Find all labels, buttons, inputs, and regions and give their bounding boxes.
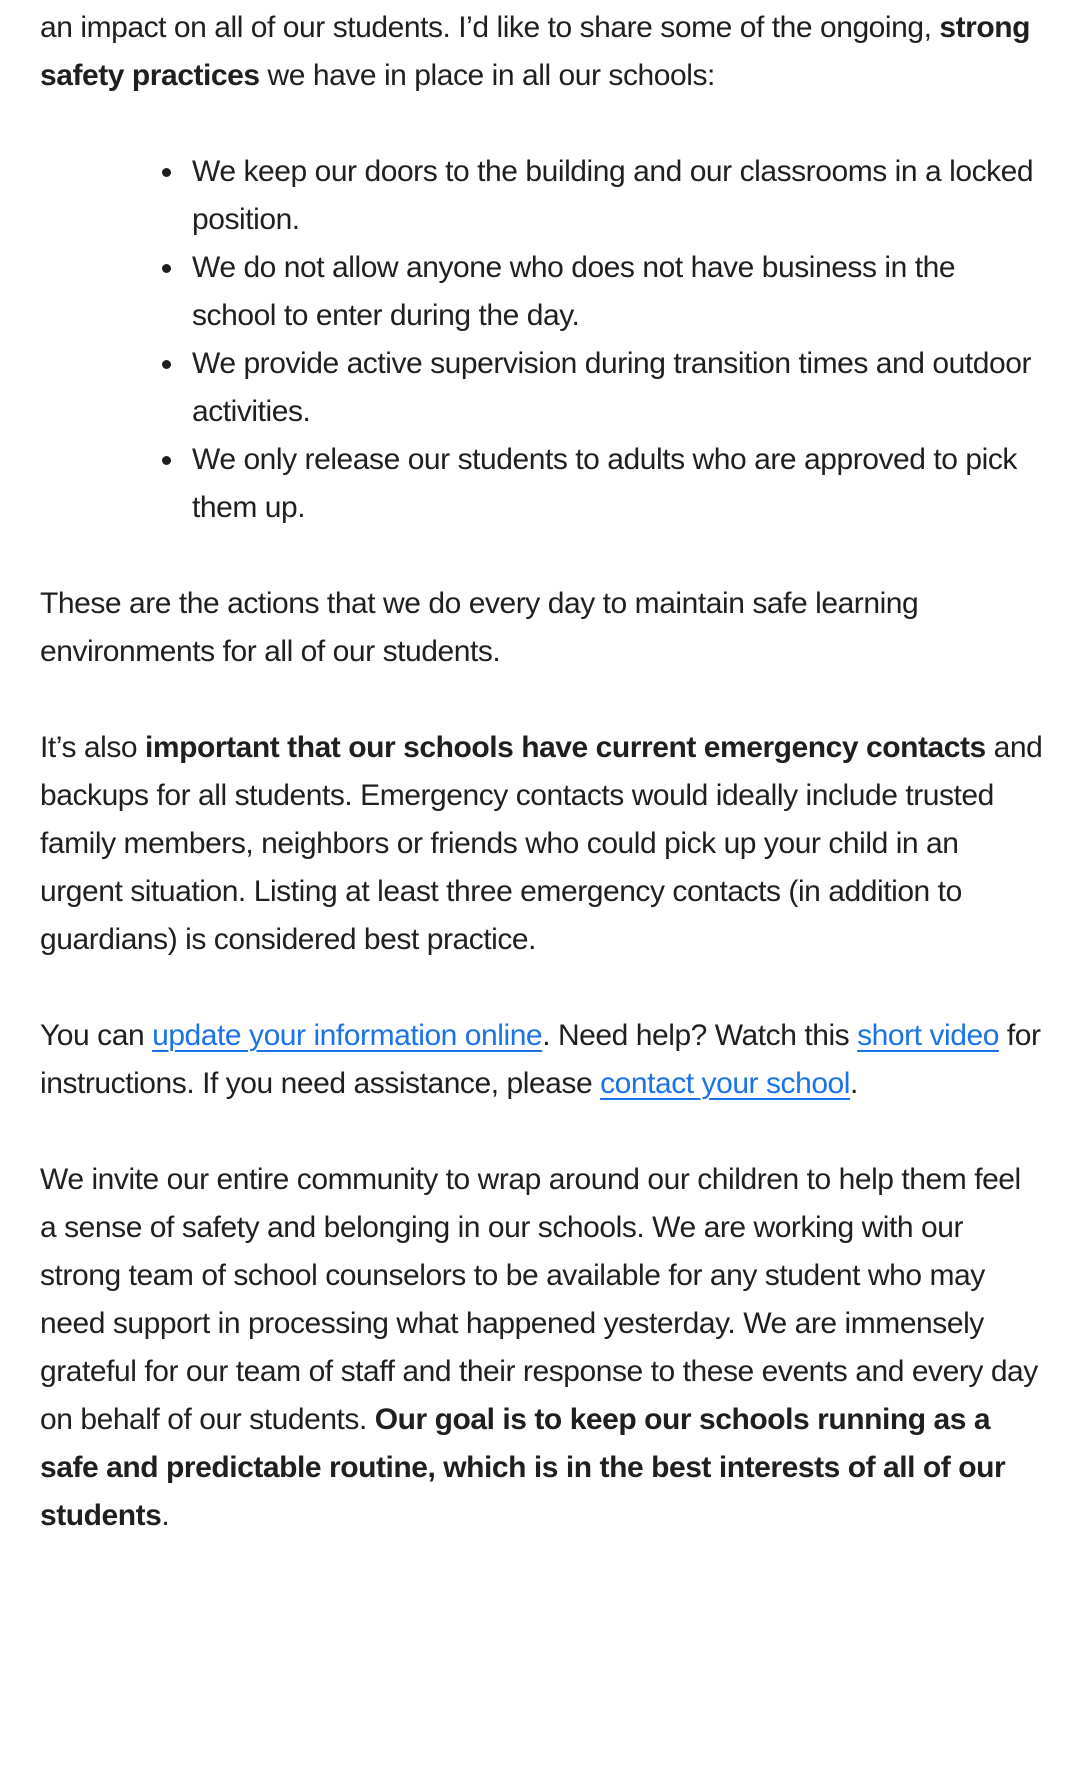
body-text: We invite our entire community to wrap around our children to help them feel a sense of safety and belonging in our schools. We are working with our strong team of school counselors to be available for any student who may need support in processing what happened yesterday. We are immensely grateful for our team of staff and their response to these events and every day on behalf of our students. bbox=[40, 1163, 1038, 1436]
body-text: It’s also bbox=[40, 731, 145, 764]
safety-practices-list bbox=[40, 148, 1044, 532]
body-text: we have in place in all our schools: bbox=[259, 59, 715, 92]
body-text: an impact on all of our students. I’d like to share some of the ongoing, bbox=[40, 11, 940, 44]
bullet-item: • We keep our doors to the building and our classrooms in a locked position. bbox=[186, 148, 1044, 244]
short-video-link[interactable]: short video bbox=[857, 1019, 999, 1052]
body-text: You can bbox=[40, 1019, 153, 1052]
bullet-item: • We only release our students to adults who are approved to pick them up. bbox=[186, 436, 1044, 532]
bold-strong-safety-practices: strong safety practices bbox=[40, 11, 1031, 92]
bullet-item: • We provide active supervision during transition times and outdoor activities. bbox=[186, 340, 1044, 436]
contact-your-school-link[interactable]: contact your school bbox=[600, 1067, 850, 1100]
body-text: . bbox=[850, 1067, 858, 1100]
daily-actions-paragraph bbox=[40, 580, 1044, 676]
update-info-paragraph bbox=[40, 1012, 1044, 1108]
body-text: These are the actions that we do every day to maintain safe learning environments for all of our students. bbox=[40, 587, 919, 668]
bold-our-goal: Our goal is to keep our schools running as a safe and predictable routine, which is in the best interests of all of our students bbox=[40, 1403, 1006, 1532]
body-text: for instructions. If you need assistance, please bbox=[40, 1019, 1041, 1100]
body-text: . Need help? Watch this bbox=[542, 1019, 858, 1052]
bold-emergency-contacts: important that our schools have current emergency contacts bbox=[145, 731, 986, 764]
community-paragraph bbox=[40, 1156, 1044, 1540]
emergency-contacts-paragraph bbox=[40, 724, 1044, 964]
body-text: and backups for all students. Emergency contacts would ideally include trusted family members, neighbors or friends who could pick up your child in an urgent situation. Listing at least three emergency contacts (in addition to guardians) is considered best practice. bbox=[40, 731, 1043, 956]
update-information-online-link[interactable]: update your information online bbox=[152, 1019, 543, 1052]
intro-paragraph bbox=[40, 4, 1044, 100]
bullet-item: • We do not allow anyone who does not have business in the school to enter during the day. bbox=[186, 244, 1044, 340]
body-text: . bbox=[161, 1499, 170, 1532]
